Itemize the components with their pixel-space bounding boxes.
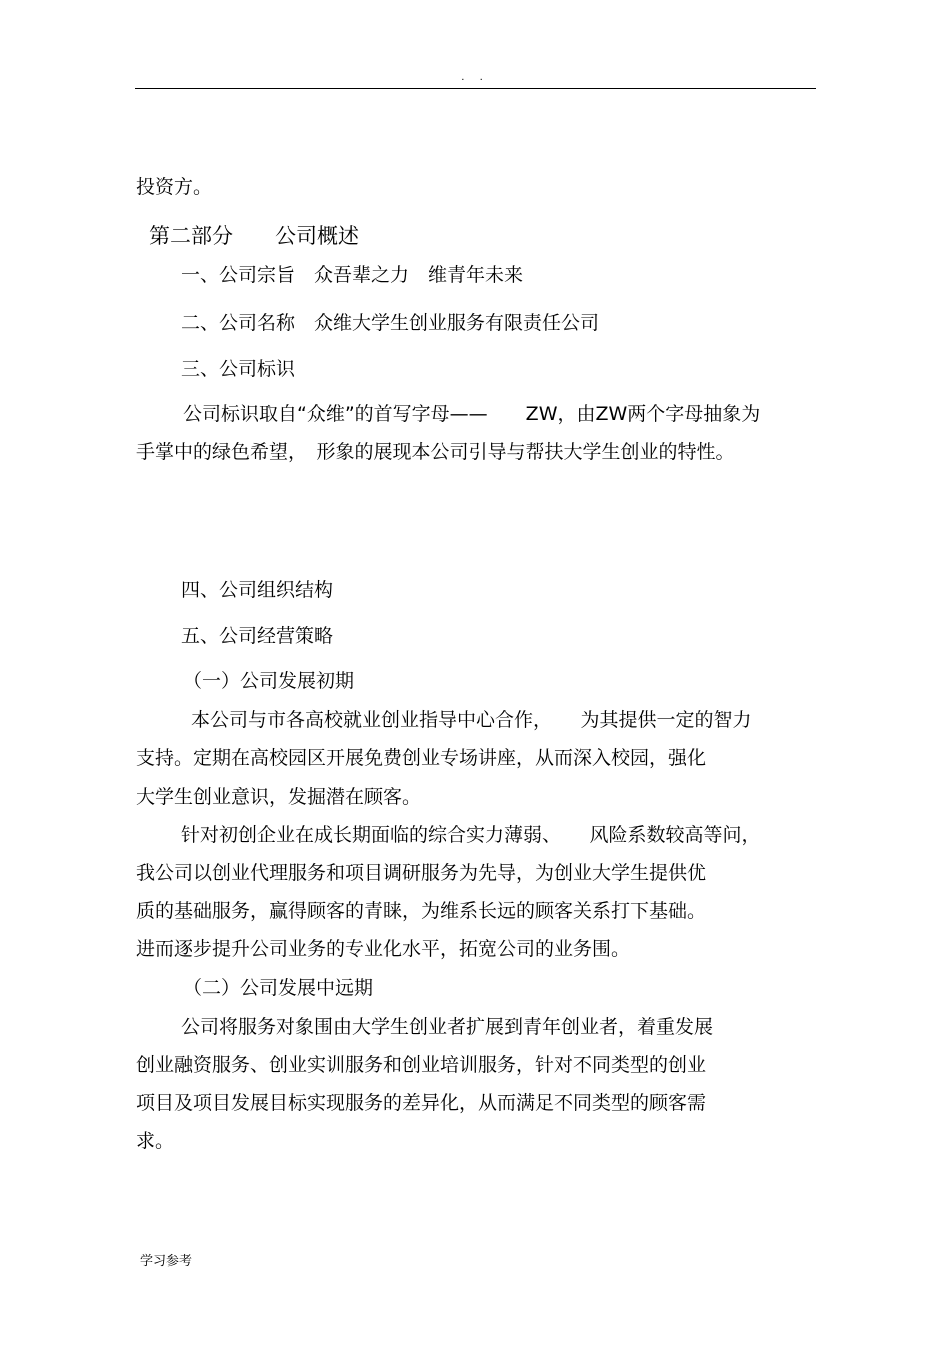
section-title: 第二部分 公司概述 [149, 224, 359, 248]
text-line: 投资方。 [136, 176, 213, 198]
paragraph-line: 公司标识取自“众维”的首写字母—— ZW，由ZW两个字母抽象为 [183, 403, 761, 425]
paragraph-line: 针对初创企业在成长期面临的综合实力薄弱、 风险系数较高等问， [181, 824, 761, 846]
sub-heading: （一）公司发展初期 [183, 670, 355, 692]
header-rule [135, 88, 816, 89]
paragraph-line: 进而逐步提升公司业务的专业化水平，拓宽公司的业务围。 [136, 938, 631, 960]
paragraph-line: 大学生创业意识，发掘潜在顾客。 [136, 786, 422, 808]
item-heading: 三、公司标识 [181, 358, 296, 380]
paragraph-line: 手掌中的绿色希望， 形象的展现本公司引导与帮扶大学生创业的特性。 [136, 441, 735, 463]
paragraph-line: 公司将服务对象围由大学生创业者扩展到青年创业者，着重发展 [181, 1016, 714, 1038]
paragraph-line: 求。 [136, 1130, 175, 1152]
paragraph-line: 我公司以创业代理服务和项目调研服务为先导，为创业大学生提供优 [136, 862, 707, 884]
header-marks: . . [461, 72, 489, 83]
item-heading: 五、公司经营策略 [181, 625, 334, 647]
paragraph-line: 本公司与市各高校就业创业指导中心合作， 为其提供一定的智力 [191, 709, 752, 731]
item-heading: 二、公司名称 众维大学生创业服务有限责任公司 [181, 312, 600, 334]
item-heading: 四、公司组织结构 [181, 579, 334, 601]
paragraph-line: 质的基础服务，赢得顾客的青睐，为维系长远的顾客关系打下基础。 [136, 900, 707, 922]
paragraph-line: 支持。定期在高校园区开展免费创业专场讲座，从而深入校园，强化 [136, 747, 707, 769]
footer-label: 学习参考 [140, 1254, 193, 1269]
item-heading: 一、公司宗旨 众吾辈之力 维青年未来 [181, 264, 524, 286]
sub-heading: （二）公司发展中远期 [183, 977, 374, 999]
paragraph-line: 项目及项目发展目标实现服务的差异化，从而满足不同类型的顾客需 [136, 1092, 707, 1114]
paragraph-line: 创业融资服务、创业实训服务和创业培训服务，针对不同类型的创业 [136, 1054, 707, 1076]
